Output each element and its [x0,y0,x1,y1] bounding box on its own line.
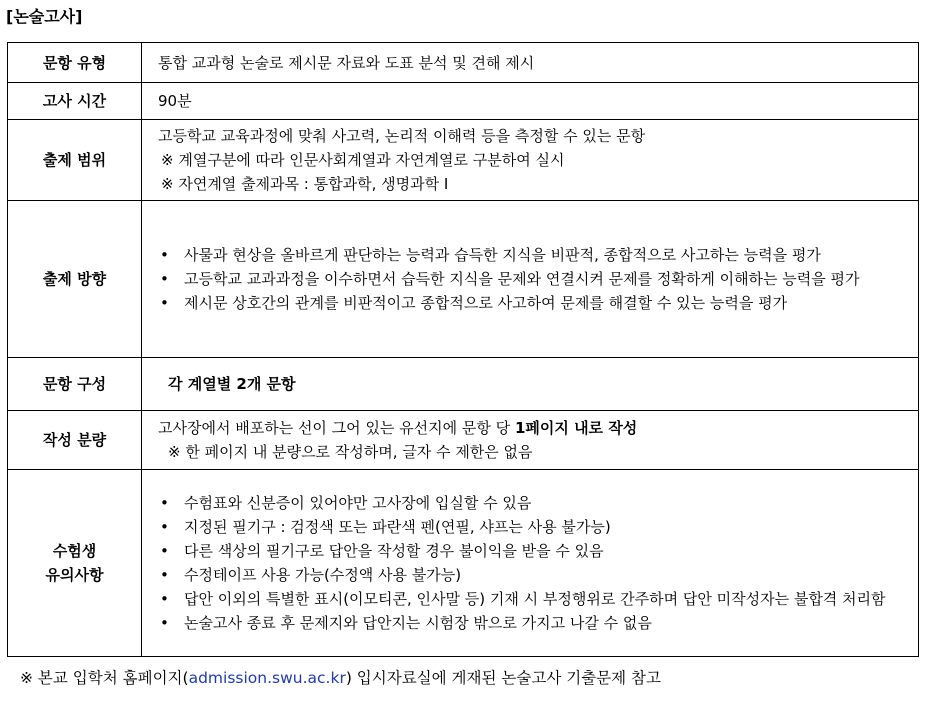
notice-list [158,491,910,635]
table-row [8,201,919,358]
footer-note [20,666,661,688]
row-value-direction [142,201,919,358]
list-item: • 사물과 현상을 올바르게 판단하는 능력과 습득한 지식을 비판적, 종합적으로 사고하는 능력을 평가 [158,243,910,267]
amount-emphasis: 1페이지 내로 작성 [514,419,638,437]
direction-list [158,243,910,315]
row-value-scope [142,120,919,201]
homepage-link[interactable]: admission.swu.ac.kr [188,669,346,687]
scope-note: ※ 자연계열 출제과목 : 통합과학, 생명과학 I [161,175,449,193]
row-header-direction: 출제 방향 [8,201,142,358]
list-item: • 제시문 상호간의 관계를 비판적이고 종합적으로 사고하여 문제를 해결할 수 있는 능력을 평가 [158,291,910,315]
row-value-time: 90분 [142,83,919,120]
table-row [8,83,919,120]
row-header-composition: 문항 구성 [8,358,142,411]
amount-text: 고사장에서 배포하는 선이 그어 있는 유선지에 문항 당 [158,419,515,437]
table-row [8,43,919,83]
row-header-notice [8,470,142,657]
list-item: • 지정된 필기구 : 검정색 또는 파란색 펜(연필, 샤프는 사용 불가능) [158,515,910,539]
table-row [8,411,919,470]
row-header-scope: 출제 범위 [8,120,142,201]
row-value-notice [142,470,919,657]
row-value-type: 통합 교과형 논술로 제시문 자료와 도표 분석 및 견해 제시 [142,43,919,83]
row-header-type: 문항 유형 [8,43,142,83]
list-item: • 고등학교 교과과정을 이수하면서 습득한 지식을 문제와 연결시켜 문제를 정확하게 이해하는 능력을 평가 [158,267,910,291]
table-row [8,358,919,411]
list-item: • 논술고사 종료 후 문제지와 답안지는 시험장 밖으로 가지고 나갈 수 없음 [158,611,910,635]
footer-text: ) 입시자료실에 게재된 논술고사 기출문제 참고 [345,669,661,687]
amount-line [158,416,910,440]
section-title: [논술고사] [6,7,83,26]
list-item: • 다른 색상의 필기구로 답안을 작성할 경우 불이익을 받을 수 있음 [158,539,910,563]
footer-text: ※ 본교 입학처 홈페이지( [20,669,189,687]
exam-info-table [7,42,919,657]
row-header-time: 고사 시간 [8,83,142,120]
scope-note: ※ 계열구분에 따라 인문사회계열과 자연계열로 구분하여 실시 [161,151,565,169]
table-row [8,120,919,201]
row-value-composition: 각 계열별 2개 문항 [142,358,919,411]
row-header-amount: 작성 분량 [8,411,142,470]
notice-label-line: 수험생 [52,542,97,560]
scope-line: 고등학교 교육과정에 맞춰 사고력, 논리적 이해력 등을 측정할 수 있는 문항 [158,127,646,145]
list-item: • 수정테이프 사용 가능(수정액 사용 불가능) [158,563,910,587]
table-row [8,470,919,657]
notice-label-line: 유의사항 [45,566,104,584]
list-item: • 수험표와 신분증이 있어야만 고사장에 입실할 수 있음 [158,491,910,515]
amount-note: ※ 한 페이지 내 분량으로 작성하며, 글자 수 제한은 없음 [168,443,533,461]
row-value-amount [142,411,919,470]
list-item: • 답안 이외의 특별한 표시(이모티콘, 인사말 등) 기재 시 부정행위로 간주하며 답안 미작성자는 불합격 처리함 [158,587,910,611]
